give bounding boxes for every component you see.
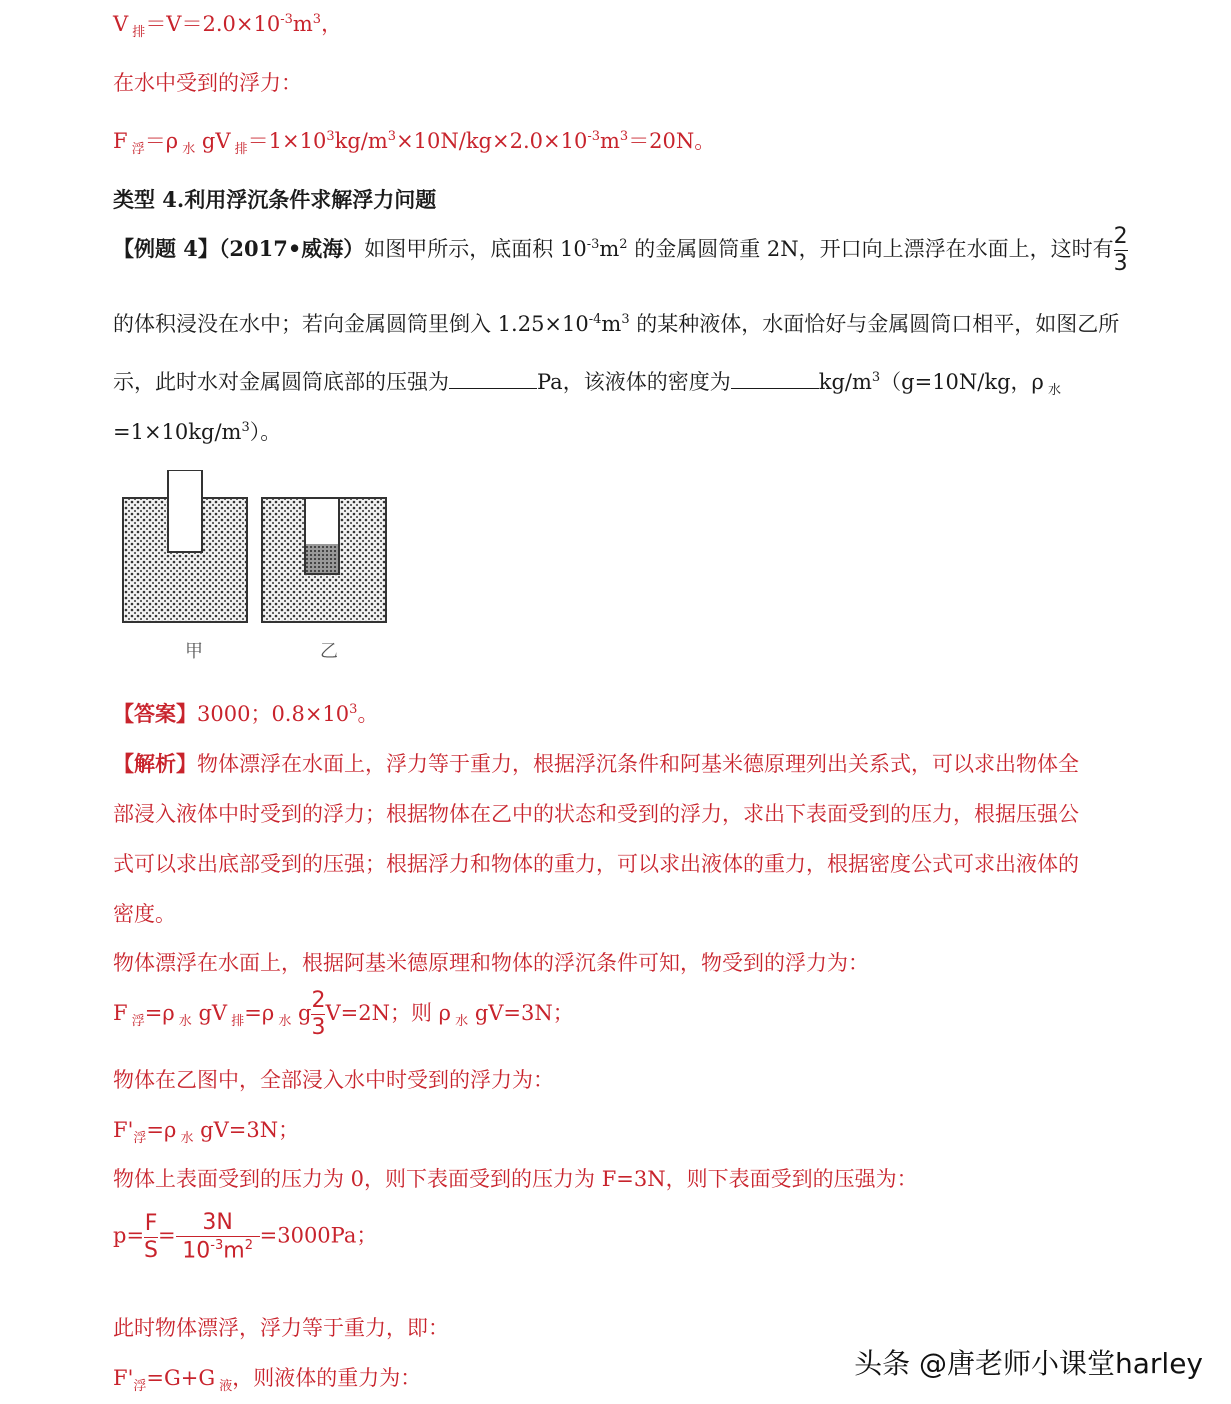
formula-line-3: p= $\frac{F}{S}$ = $\frac{3N}{10^{-3}m^2}$ =3000Pa； [113, 1210, 378, 1264]
example-line-2: 的体积浸没在水中；若向金属圆筒里倒入 $1.25\times 10^{-4}m^3$ 的某种液体，水面恰好与金属圆筒口相平，如图乙所 [113, 312, 1120, 336]
figure-label-yi: 乙 [320, 641, 338, 662]
fraction-two-thirds-2: $\frac{2}{3}$ [311, 988, 326, 1040]
solution-line-buoyancy-label: 在水中受到的浮力： [113, 71, 302, 95]
section-heading: 类型 4.利用浮沉条件求解浮力问题 [113, 187, 437, 212]
example-line-3: 示，此时水对金属圆筒底部的压强为 Pa，该液体的密度为 $kg/m^3(g=10N/kg$，ρ $_水$ [113, 370, 1062, 399]
beaker-jia [123, 470, 247, 622]
solution-line-volume: V $_排=V=2.0\times 10^{-3}m^3$， [113, 12, 343, 41]
beaker-figure [118, 470, 398, 630]
analysis-tag: 【解析】 [113, 751, 197, 776]
formula-line-2: $F'_浮=\rho$ $_水$ gV=3N； [113, 1118, 300, 1147]
analysis-line-3: 式可以求出底部受到的压强；根据浮力和物体的重力，可以求出液体的重力，根据密度公式可求出液体的 [113, 852, 1079, 876]
fraction-f-over-s: $\frac{F}{S}$ [144, 1210, 159, 1263]
example-tag: 【例题 4】（2017•威海） [113, 236, 365, 261]
solution-para-2: 物体在乙图中，全部浸入水中时受到的浮力为： [113, 1068, 554, 1092]
formula-line-4: $F'_浮=G+G$ $_液$，则液体的重力为： [113, 1366, 422, 1395]
answer-tag: 【答案】 [113, 701, 197, 726]
answer-blank-pressure [449, 370, 537, 389]
answer-blank-density [731, 370, 819, 389]
solution-line-buoyancy-formula: F $_浮$＝ρ $_水$ gV $_排=1\times 10^3kg/m^3\times 10N/kg\times 2.0\times 10^{-3}m^3=20N$。 [113, 129, 716, 158]
example-line-4: $=1\times 10kg/m^3$）。 [113, 420, 282, 444]
formula-line-1: F $_浮$=ρ $_水$ gV $_排$=ρ $_水$ g $\frac{2}{3}$ V=2N；则 ρ $_水$ gV=3N； [113, 988, 574, 1040]
fraction-two-thirds: $\frac{2}{3}$ [1113, 224, 1128, 276]
solution-para-1: 物体漂浮在水面上，根据阿基米德原理和物体的浮沉条件可知，物受到的浮力为： [113, 951, 869, 975]
figure-label-jia: 甲 [185, 641, 203, 662]
solution-para-3: 物体上表面受到的压力为 0，则下表面受到的压力为 F=3N，则下表面受到的压强为： [113, 1167, 918, 1191]
watermark: 头条 @唐老师小课堂harley [854, 1347, 1203, 1380]
example-line-1: 【例题 4】（2017•威海）如图甲所示，底面积 $10^{-3}m^2$ 的金属圆筒重 2N，开口向上漂浮在水面上，这时有 $\frac{2}{3}$ [113, 224, 1128, 276]
solution-para-4: 此时物体漂浮，浮力等于重力，即： [113, 1316, 449, 1340]
analysis-line-4: 密度。 [113, 902, 176, 926]
beaker-yi [262, 498, 386, 622]
answer-line: 【答案】3000；$0.8\times 10^3$。 [113, 701, 379, 726]
analysis-line-2: 部浸入液体中时受到的浮力；根据物体在乙中的状态和受到的浮力，求出下表面受到的压力，根据压强公 [113, 802, 1079, 826]
fraction-3n-over-area: $\frac{3N}{10^{-3}m^2}$ [176, 1212, 260, 1262]
analysis-line-1: 【解析】物体漂浮在水面上，浮力等于重力，根据浮沉条件和阿基米德原理列出关系式，可以求出物体全 [113, 751, 1079, 776]
